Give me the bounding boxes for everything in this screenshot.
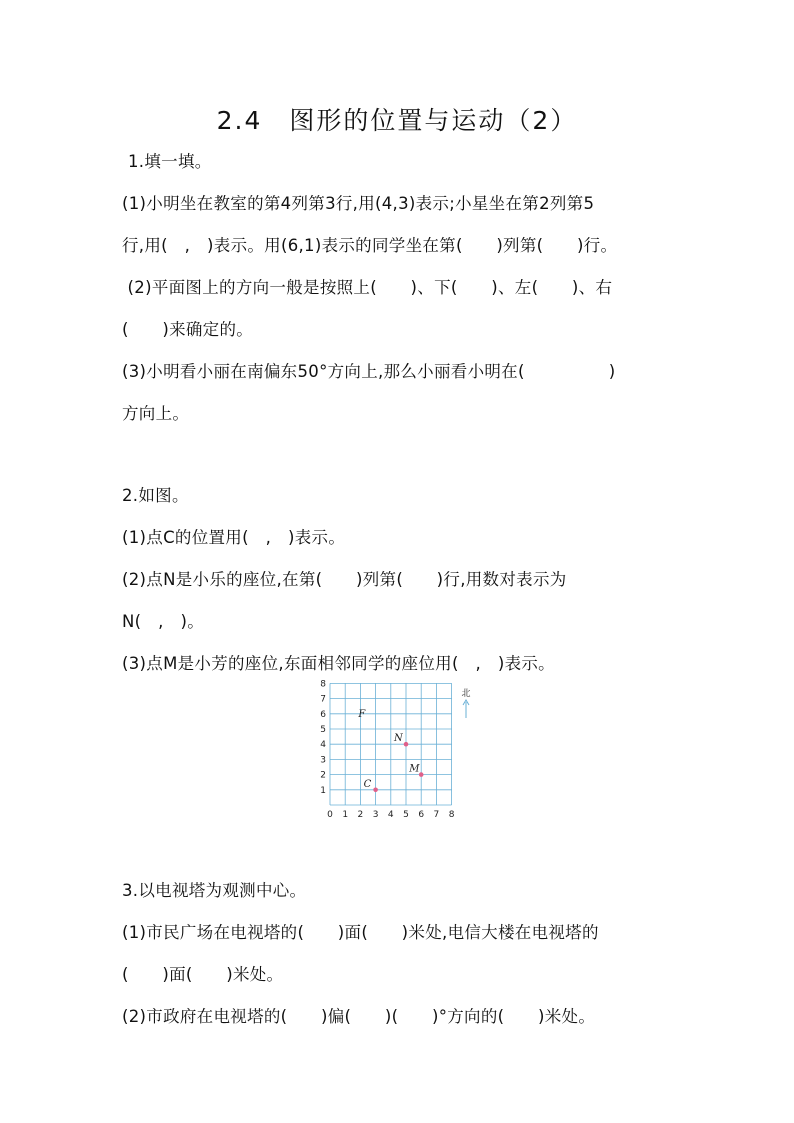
point-f-label: F xyxy=(358,708,366,720)
q2-line-2: (2)点N是小乐的座位,在第( )列第( )行,用数对表示为 xyxy=(122,570,567,589)
q2-line-3: N( , )。 xyxy=(122,612,205,631)
q2-line-1: (1)点C的位置用( , )表示。 xyxy=(122,528,346,547)
q3-line-2: ( )面( )米处。 xyxy=(122,965,284,984)
x-tick-label: 4 xyxy=(387,810,394,820)
coordinate-grid xyxy=(316,680,476,825)
point-m-dot xyxy=(419,772,424,777)
x-tick-label: 3 xyxy=(372,810,379,820)
q1-line-1: (1)小明坐在教室的第4列第3行,用(4,3)表示;小星坐在第2列第5 xyxy=(122,194,595,213)
point-n-dot xyxy=(404,742,409,747)
point-c-label: C xyxy=(363,778,372,790)
q1-line-3: (2)平面图上的方向一般是按照上( )、下( )、左( )、右 xyxy=(122,278,613,297)
y-tick-label: 2 xyxy=(320,770,326,781)
y-tick-label: 8 xyxy=(320,680,326,690)
y-tick-label: 1 xyxy=(320,785,326,796)
q2-line-4: (3)点M是小芳的座位,东面相邻同学的座位用( , )表示。 xyxy=(122,654,555,673)
y-tick-label: 3 xyxy=(320,755,326,766)
q3-heading: 3.以电视塔为观测中心。 xyxy=(122,881,307,900)
y-tick-label: 4 xyxy=(320,740,326,751)
q3-line-3: (2)市政府在电视塔的( )偏( )( )°方向的( )米处。 xyxy=(122,1007,596,1026)
x-tick-label: 8 xyxy=(448,810,455,820)
point-m-label: M xyxy=(409,763,420,775)
x-tick-label: 6 xyxy=(418,810,425,820)
q1-line-6: 方向上。 xyxy=(122,404,190,423)
x-tick-label: 2 xyxy=(357,810,364,820)
x-tick-label: 1 xyxy=(342,810,349,820)
q1-heading: 1.填一填。 xyxy=(128,152,212,171)
north-label: 北 xyxy=(461,689,471,699)
q1-line-5: (3)小明看小丽在南偏东50°方向上,那么小丽看小明在( ) xyxy=(122,362,616,381)
q3-line-1: (1)市民广场在电视塔的( )面( )米处,电信大楼在电视塔的 xyxy=(122,923,599,942)
y-tick-label: 6 xyxy=(320,709,326,720)
point-c-dot xyxy=(373,788,378,793)
y-tick-label: 7 xyxy=(320,694,326,705)
q1-line-2: 行,用( , )表示。用(6,1)表示的同学坐在第( )列第( )行。 xyxy=(122,236,618,255)
page-title: 2.4 图形的位置与运动（2） xyxy=(216,106,578,135)
point-n-label: N xyxy=(394,733,403,745)
q2-heading: 2.如图。 xyxy=(122,486,189,505)
q1-line-4: ( )来确定的。 xyxy=(122,320,254,339)
x-tick-label: 7 xyxy=(433,810,440,820)
x-tick-label: 0 xyxy=(327,810,333,820)
x-tick-label: 5 xyxy=(403,810,409,820)
y-tick-label: 5 xyxy=(320,725,326,735)
